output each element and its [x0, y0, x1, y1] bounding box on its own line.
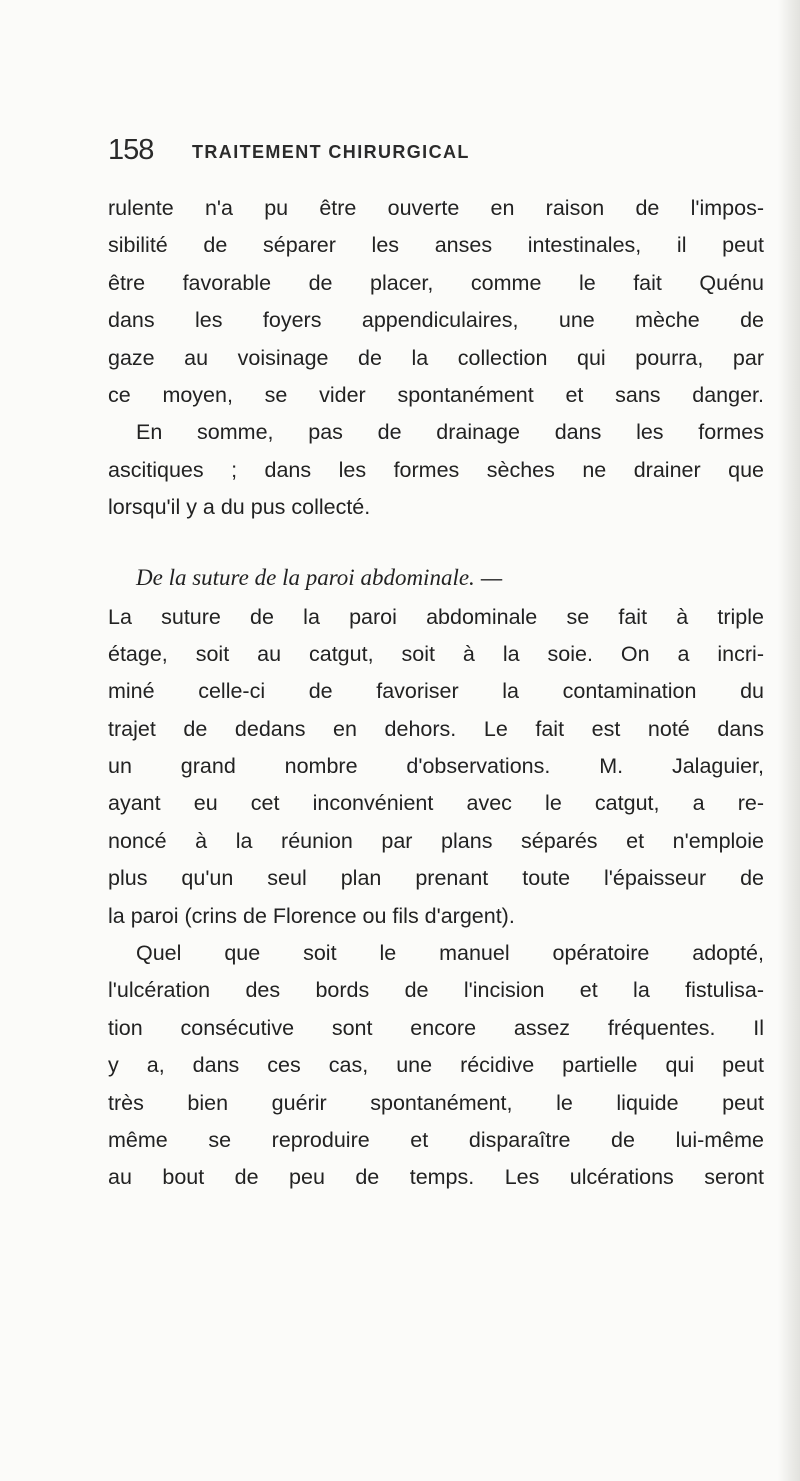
body-text — [108, 190, 764, 1197]
text-line: En somme, pas de drainage dans les formes — [136, 420, 764, 445]
text-line: gaze au voisinage de la collection qui pourra, par — [108, 345, 764, 370]
text-line: ce moyen, se vider spontanément et sans danger. — [108, 382, 764, 407]
text-line: noncé à la réunion par plans séparés et n'emploie — [108, 828, 764, 853]
text-line: La suture de la paroi abdominale se fait à triple — [108, 604, 764, 629]
section-heading-dash: — — [474, 565, 503, 590]
text-line: l'ulcération des bords de l'incision et la fistulisa- — [108, 978, 764, 1003]
running-title: TRAITEMENT CHIRURGICAL — [192, 142, 470, 162]
paragraph-3 — [108, 599, 764, 936]
text-line: lorsqu'il y a du pus collecté. — [108, 495, 371, 520]
text-line: plus qu'un seul plan prenant toute l'épaisseur de — [108, 866, 764, 891]
text-line: ascitiques ; dans les formes sèches ne drainer que — [108, 457, 764, 482]
text-line: sibilité de séparer les anses intestinales, il peut — [108, 233, 764, 258]
page-header — [108, 130, 788, 170]
text-line: miné celle-ci de favoriser la contamination du — [108, 679, 764, 704]
text-line: un grand nombre d'observations. M. Jalaguier, — [108, 754, 764, 779]
text-line: ayant eu cet inconvénient avec le catgut, a re- — [108, 791, 764, 816]
section-heading-title: De la suture de la paroi abdominale. — [136, 564, 475, 590]
text-line: très bien guérir spontanément, le liquide peut — [108, 1090, 764, 1115]
text-line: tion consécutive sont encore assez fréquentes. Il — [108, 1015, 764, 1040]
page-number: 158 — [108, 134, 154, 166]
paragraph-4 — [108, 935, 764, 1197]
text-line: y a, dans ces cas, une récidive partielle qui peut — [108, 1053, 764, 1078]
section-heading — [108, 557, 764, 599]
text-line: trajet de dedans en dehors. Le fait est noté dans — [108, 716, 764, 741]
text-line: la paroi (crins de Florence ou fils d'argent). — [108, 903, 515, 928]
text-line: rulente n'a pu être ouverte en raison de l'impos- — [108, 196, 764, 220]
text-line: dans les foyers appendiculaires, une mèche de — [108, 308, 764, 333]
page-edge-shadow — [778, 0, 800, 1481]
text-line: Quel que soit le manuel opératoire adopté, — [136, 941, 764, 966]
paragraph-gap — [108, 527, 764, 557]
text-line: être favorable de placer, comme le fait Quénu — [108, 270, 764, 295]
text-line: au bout de peu de temps. Les ulcérations seront — [108, 1165, 764, 1190]
text-line: étage, soit au catgut, soit à la soie. On a incri- — [108, 641, 764, 666]
text-line: même se reproduire et disparaître de lui-même — [108, 1127, 764, 1152]
paragraph-2 — [108, 414, 764, 526]
paragraph-1 — [108, 190, 764, 414]
